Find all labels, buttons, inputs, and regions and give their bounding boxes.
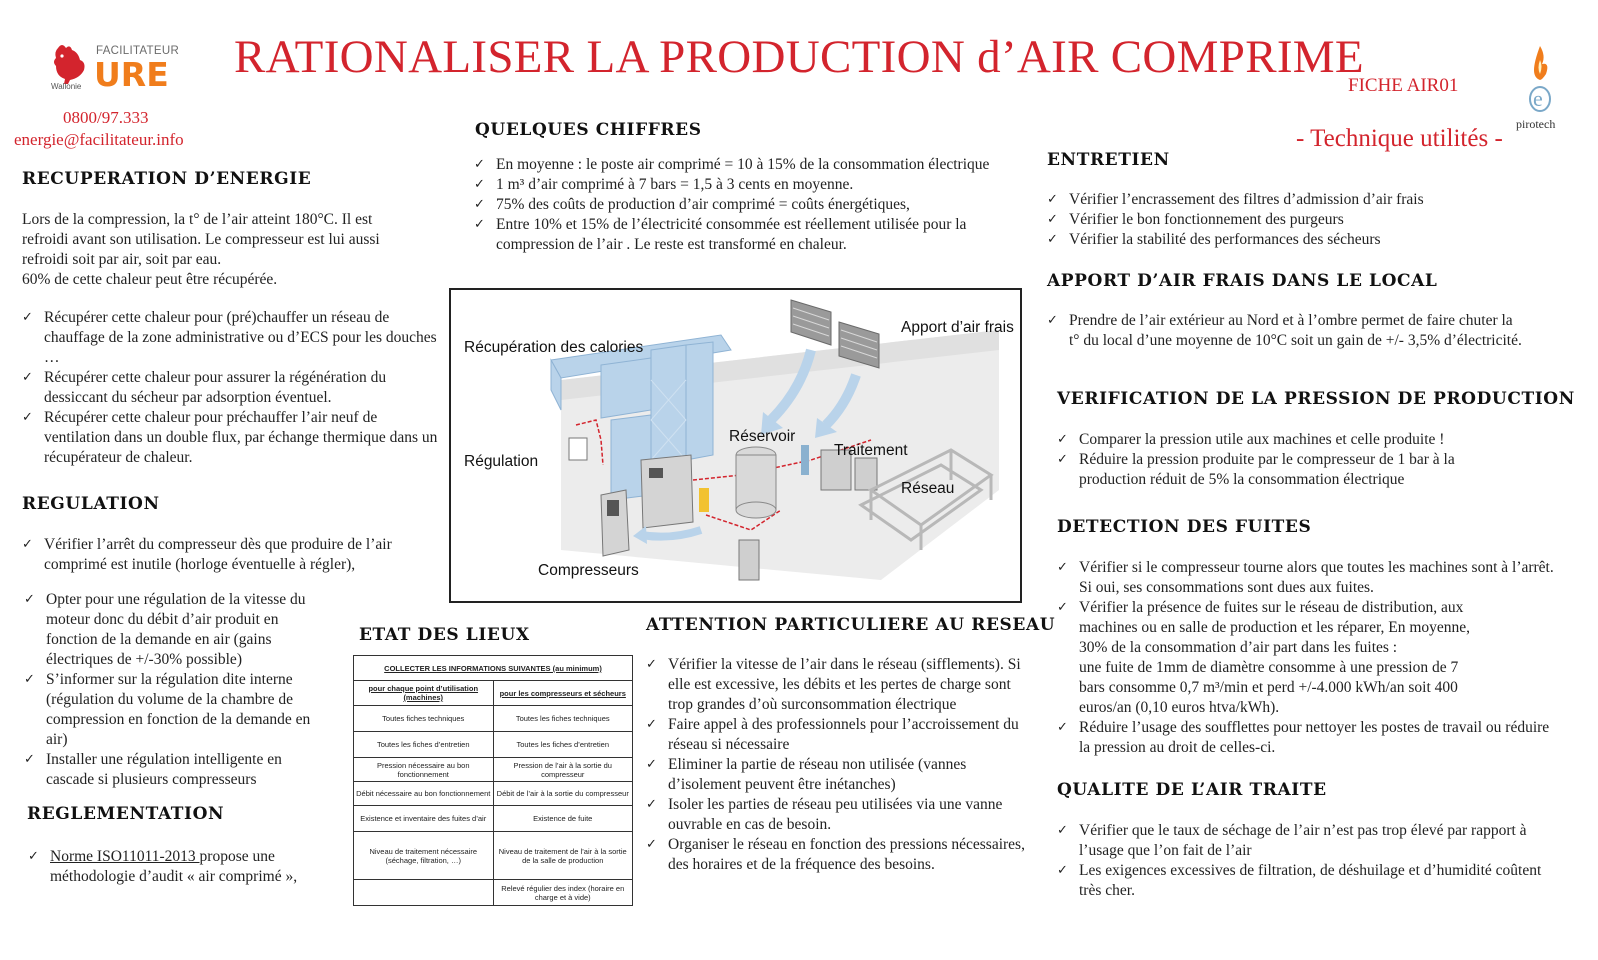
list-item: ✓ Vérifier la vitesse de l’air dans le réseau (sifflements). Si elle est excessive, les débits et les pertes de charge sont trop grandes d’où surconsommation électrique: [644, 655, 1029, 715]
recuperation-list: [20, 308, 438, 468]
chiffres-list: [472, 155, 1032, 255]
reglementation-title: REGLEMENTATION: [27, 804, 225, 824]
table-row: [354, 782, 633, 806]
etat-col1-header: pour chaque point d’utilisation (machines): [354, 681, 494, 706]
pirotech-label: pirotech: [1516, 117, 1556, 131]
list-item: [26, 847, 344, 887]
regulation-title: REGULATION: [22, 494, 160, 514]
etat-title: ETAT DES LIEUX: [359, 625, 530, 645]
page-subtitle: - Technique utilités -: [1296, 125, 1503, 152]
list-item: ✓ Vérifier l’encrassement des filtres d’admission d’air frais: [1045, 190, 1565, 210]
table-cell: Toutes les fiches d’entretien: [354, 732, 494, 758]
apport-list: [1045, 311, 1525, 351]
fuites-line: une fuite de 1mm de diamètre consomme à une pression de 7: [1079, 659, 1459, 676]
svg-text:e: e: [1533, 86, 1543, 111]
list-item: ✓ Réduire l’usage des soufflettes pour nettoyer les postes de travail ou réduire la pression au droit de celles-ci.: [1055, 718, 1555, 758]
list-item: ✓ Entre 10% et 15% de l’électricité consommée est réellement utilisée pour la compression de l’air . Le reste est transformé en chaleur.: [472, 215, 1032, 255]
list-item: ✓ Isoler les parties de réseau peu utilisées via une vanne ouvrable en cas de besoin.: [644, 795, 1029, 835]
fuites-line: bars consomme 0,7 m³/min et perd +/-4.000 kWh/an soit 400: [1079, 679, 1458, 696]
list-item: ✓ Organiser le réseau en fonction des pressions nécessaires, des horaires et de la fréquence des besoins.: [644, 835, 1029, 875]
recuperation-intro-line: refroidi avant son utilisation. Le compresseur est lui aussi: [22, 231, 380, 248]
table-row: [354, 758, 633, 782]
diagram-label-regulation: Régulation: [464, 453, 539, 470]
table-cell: Pression de l’air à la sortie du compresseur: [493, 758, 633, 782]
table-cell: Débit nécessaire au bon fonctionnement: [354, 782, 494, 806]
list-item: ✓ Vérifier le bon fonctionnement des purgeurs: [1045, 210, 1565, 230]
list-item: ✓ Récupérer cette chaleur pour assurer la régénération du dessiccant du sécheur par adsorption éventuel.: [20, 368, 438, 408]
list-item: ✓ Vérifier la stabilité des performances des sécheurs: [1045, 230, 1565, 250]
fuites-line: machines ou en salle de production et les réparer, En moyenne,: [1079, 619, 1471, 636]
verification-title: VERIFICATION DE LA PRESSION DE PRODUCTION: [1057, 389, 1575, 409]
qualite-list: [1055, 821, 1565, 901]
table-row: [354, 880, 633, 906]
facilitateur-logo: [50, 42, 190, 94]
table-cell: Relevé régulier des index (horaire en charge et à vide): [493, 880, 633, 906]
qualite-title: QUALITE DE L’AIR TRAITE: [1057, 780, 1327, 800]
diagram-label-apport: Apport d’air frais: [901, 319, 1014, 336]
list-item: ✓ 1 m³ d’air comprimé à 7 bars = 1,5 à 3 cents en moyenne.: [472, 175, 1032, 195]
diagram-label-compresseurs: Compresseurs: [538, 562, 639, 579]
recuperation-intro-line: 60% de cette chaleur peut être récupérée.: [22, 271, 278, 288]
diagram-label-reservoir: Réservoir: [729, 428, 796, 445]
list-item: ✓ Faire appel à des professionnels pour l’accroissement du réseau si nécessaire: [644, 715, 1029, 755]
entretien-list: [1045, 190, 1565, 250]
list-item: ✓ S’informer sur la régulation dite interne (régulation du volume de la chambre de compression en fonction de la demande en air): [22, 670, 332, 750]
list-item: ✓ Comparer la pression utile aux machines et celle produite !: [1055, 430, 1525, 450]
reglementation-list: [26, 847, 344, 887]
table-cell: Existence et inventaire des fuites d’air: [354, 806, 494, 832]
reseau-title: ATTENTION PARTICULIERE AU RESEAU: [646, 615, 1056, 635]
fiche-label: FICHE AIR01: [1348, 75, 1459, 96]
diagram-label-traitement: Traitement: [834, 442, 908, 459]
fuites-list: [1055, 558, 1555, 758]
verification-list: [1055, 430, 1525, 490]
recuperation-intro-line: refroidi soit par air, soit par eau.: [22, 251, 222, 268]
pirotech-logo: [1512, 44, 1568, 134]
reseau-list: [644, 655, 1029, 875]
logo-small-text: FACILITATEUR: [96, 45, 180, 57]
logo-region: Wallonie: [51, 82, 82, 91]
phone-number: 0800/97.333: [63, 108, 149, 127]
diagram-label-recup: Récupération des calories: [464, 339, 644, 356]
list-item: ✓ Les exigences excessives de filtration, de déshuilage et d’humidité coûtent très cher.: [1055, 861, 1565, 901]
norme-link[interactable]: Norme ISO11011-2013: [50, 848, 200, 865]
flame-icon: [1520, 44, 1560, 114]
table-cell: Pression nécessaire au bon fonctionnement: [354, 758, 494, 782]
regulation-list-2: [22, 590, 332, 790]
list-item: ✓ Opter pour une régulation de la vitesse du moteur donc du débit d’air produit en fonction de la demande en air (gains électriques de +/-30% possible): [22, 590, 332, 670]
apport-title: APPORT D’AIR FRAIS DANS LE LOCAL: [1047, 271, 1438, 291]
fuites-line: 30% de la consommation d’air part dans les fuites :: [1079, 639, 1398, 656]
table-cell: Toutes les fiches d’entretien: [493, 732, 633, 758]
entretien-title: ENTRETIEN: [1047, 150, 1170, 170]
fuites-line: euros/an (0,10 euros htva/kWh).: [1079, 699, 1280, 716]
fuites-line: ✓ Vérifier la présence de fuites sur le réseau de distribution, aux: [1079, 599, 1464, 616]
list-item: ✓ 75% des coûts de production d’air comprimé = coûts énergétiques,: [472, 195, 1032, 215]
list-item: ✓ Eliminer la partie de réseau non utilisée (vannes d’isolement peuvent être inétanches): [644, 755, 1029, 795]
table-cell: Niveau de traitement de l’air à la sortie de la salle de production: [493, 832, 633, 880]
table-row: [354, 706, 633, 732]
list-item: ✓ Prendre de l’air extérieur au Nord et à l’ombre permet de faire chuter la t° du local d’une moyenne de 10°C soit un gain de +/- 3,5% d’électricité.: [1045, 311, 1525, 351]
table-cell: Débit de l’air à la sortie du compresseur: [493, 782, 633, 806]
diagram-label-reseau: Réseau: [901, 480, 955, 497]
etat-table: [353, 655, 633, 906]
list-item: ✓ Vérifier si le compresseur tourne alors que toutes les machines sont à l’arrêt. Si oui, ses consommations sont dues aux fuites.: [1055, 558, 1555, 598]
list-item: ✓ En moyenne : le poste air comprimé = 10 à 15% de la consommation électrique: [472, 155, 1032, 175]
table-row: [354, 832, 633, 880]
table-cell: Niveau de traitement nécessaire (séchage, filtration, …): [354, 832, 494, 880]
logo-ure-text: URE: [94, 55, 169, 94]
chiffres-title: QUELQUES CHIFFRES: [475, 120, 702, 140]
table-cell: Toutes fiches techniques: [354, 706, 494, 732]
recuperation-title: RECUPERATION D’ENERGIE: [22, 169, 312, 189]
table-cell: Existence de fuite: [493, 806, 633, 832]
list-item: ✓ Installer une régulation intelligente en cascade si plusieurs compresseurs: [22, 750, 332, 790]
norme-text: propose une méthodologie d’audit « air comprimé »,: [50, 848, 298, 885]
list-item: ✓ Vérifier que le taux de séchage de l’air n’est pas trop élevé par rapport à l’usage que l’on fait de l’air: [1055, 821, 1565, 861]
page-title: RATIONALISER LA PRODUCTION d’AIR COMPRIME: [234, 31, 1364, 83]
list-item: ✓ Récupérer cette chaleur pour préchauffer l’air neuf de ventilation dans un double flux, par échange thermique dans un récupérateur de chaleur.: [20, 408, 438, 468]
list-item: ✓ Vérifier l’arrêt du compresseur dès que produire de l’air comprimé est inutile (horloge éventuelle à régler),: [20, 535, 440, 575]
rooster-icon: [50, 42, 88, 86]
recuperation-intro: [22, 210, 452, 290]
fuites-title: DETECTION DES FUITES: [1057, 517, 1312, 537]
table-row: [354, 806, 633, 832]
list-item: ✓ Réduire la pression produite par le compresseur de 1 bar à la production réduit de 5% la consommation électrique: [1055, 450, 1525, 490]
compressed-air-diagram: [449, 288, 1022, 603]
table-cell: [354, 880, 494, 906]
list-item: [1055, 598, 1555, 718]
email-address[interactable]: energie@facilitateur.info: [14, 130, 184, 149]
etat-col2-header: pour les compresseurs et sécheurs: [493, 681, 633, 706]
recuperation-intro-line: Lors de la compression, la t° de l’air atteint 180°C. Il est: [22, 211, 373, 228]
regulation-list-1: [20, 535, 440, 575]
table-row: [354, 732, 633, 758]
list-item: ✓ Récupérer cette chaleur pour (pré)chauffer un réseau de chauffage de la zone administrative ou d’ECS pour les douches …: [20, 308, 438, 368]
etat-table-header: COLLECTER LES INFORMATIONS SUIVANTES (au minimum): [354, 656, 633, 681]
table-cell: Toutes les fiches techniques: [493, 706, 633, 732]
